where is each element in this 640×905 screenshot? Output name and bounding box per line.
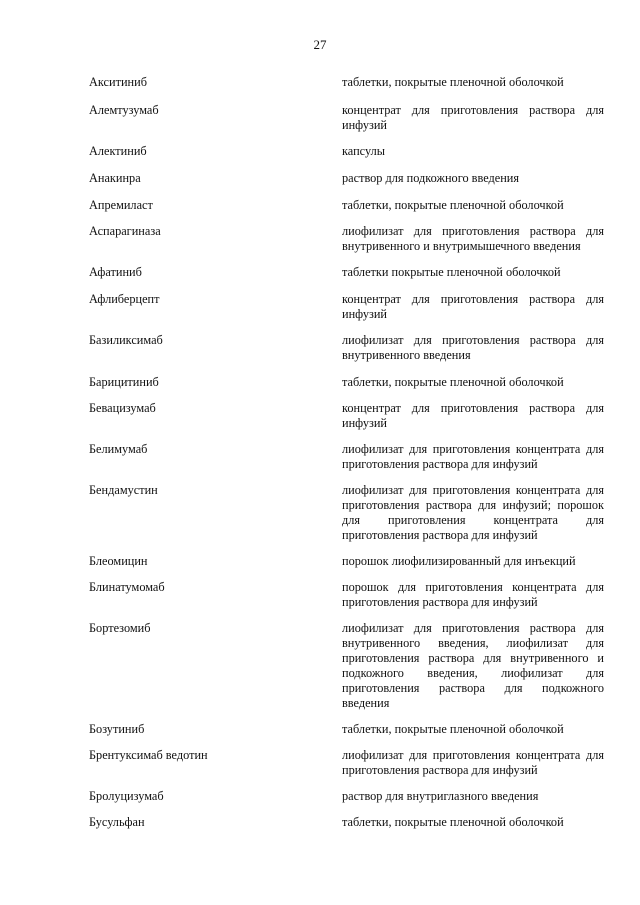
list-item (89, 103, 604, 133)
dosage-form: концентрат для приготовления раствора для инфузий (342, 292, 604, 321)
list-item (89, 333, 604, 363)
drug-name: Бролуцизумаб (89, 789, 164, 803)
list-item (89, 815, 604, 830)
drug-name: Барицитиниб (89, 375, 159, 389)
drug-name: Афатиниб (89, 265, 142, 279)
drug-name: Алектиниб (89, 144, 147, 158)
list-item (89, 483, 604, 543)
dosage-form: таблетки, покрытые пленочной оболочкой (342, 722, 564, 736)
dosage-form: капсулы (342, 144, 385, 158)
list-item (89, 401, 604, 431)
drug-name: Бозутиниб (89, 722, 145, 736)
drug-name: Бендамустин (89, 483, 158, 497)
page-number: 27 (313, 37, 327, 52)
list-item (89, 375, 604, 390)
list-item (89, 265, 604, 280)
drug-name: Акситиниб (89, 75, 147, 89)
list-item (89, 722, 604, 737)
drug-name: Брентуксимаб ведотин (89, 748, 208, 762)
drug-name: Бевацизумаб (89, 401, 156, 415)
drug-name: Алемтузумаб (89, 103, 159, 117)
dosage-form: лиофилизат для приготовления раствора для внутривенного введения, лиофилизат для приготовления раствора для внутривенного и подкожного введения, лиофилизат для приготовления раствора для подкожного введения (342, 621, 604, 710)
drug-name: Белимумаб (89, 442, 148, 456)
dosage-form: таблетки, покрытые пленочной оболочкой (342, 75, 564, 89)
dosage-form: порошок для приготовления концентрата для приготовления раствора для инфузий (342, 580, 604, 609)
drug-name: Бусульфан (89, 815, 145, 829)
list-item (89, 442, 604, 472)
dosage-form: лиофилизат для приготовления концентрата для приготовления раствора для инфузий; порошок для приготовления концентрата для приготовления раствора для инфузий (342, 483, 604, 542)
drug-list (89, 75, 604, 830)
list-item (89, 292, 604, 322)
drug-name: Базиликсимаб (89, 333, 163, 347)
dosage-form: концентрат для приготовления раствора для инфузий (342, 103, 604, 132)
list-item (89, 621, 604, 711)
drug-name: Афлиберцепт (89, 292, 160, 306)
dosage-form: таблетки, покрытые пленочной оболочкой (342, 375, 564, 389)
dosage-form: концентрат для приготовления раствора для инфузий (342, 401, 604, 430)
drug-name: Блинатумомаб (89, 580, 165, 594)
list-item (89, 580, 604, 610)
drug-name: Аспарагиназа (89, 224, 161, 238)
drug-name: Апремиласт (89, 198, 153, 212)
dosage-form: таблетки, покрытые пленочной оболочкой (342, 815, 564, 829)
drug-name: Анакинра (89, 171, 141, 185)
list-item (89, 75, 604, 90)
dosage-form: лиофилизат для приготовления раствора для внутривенного введения (342, 333, 604, 362)
drug-name: Бортезомиб (89, 621, 151, 635)
list-item (89, 789, 604, 804)
dosage-form: порошок лиофилизированный для инъекций (342, 554, 576, 568)
list-item (89, 554, 604, 569)
list-item (89, 198, 604, 213)
list-item (89, 224, 604, 254)
dosage-form: лиофилизат для приготовления концентрата для приготовления раствора для инфузий (342, 442, 604, 471)
dosage-form: лиофилизат для приготовления концентрата для приготовления раствора для инфузий (342, 748, 604, 777)
dosage-form: таблетки покрытые пленочной оболочкой (342, 265, 561, 279)
dosage-form: раствор для внутриглазного введения (342, 789, 539, 803)
list-item (89, 171, 604, 186)
list-item (89, 144, 604, 159)
dosage-form: таблетки, покрытые пленочной оболочкой (342, 198, 564, 212)
drug-name: Блеомицин (89, 554, 148, 568)
list-item (89, 748, 604, 778)
dosage-form: лиофилизат для приготовления раствора для внутривенного и внутримышечного введения (342, 224, 604, 253)
dosage-form: раствор для подкожного введения (342, 171, 520, 185)
